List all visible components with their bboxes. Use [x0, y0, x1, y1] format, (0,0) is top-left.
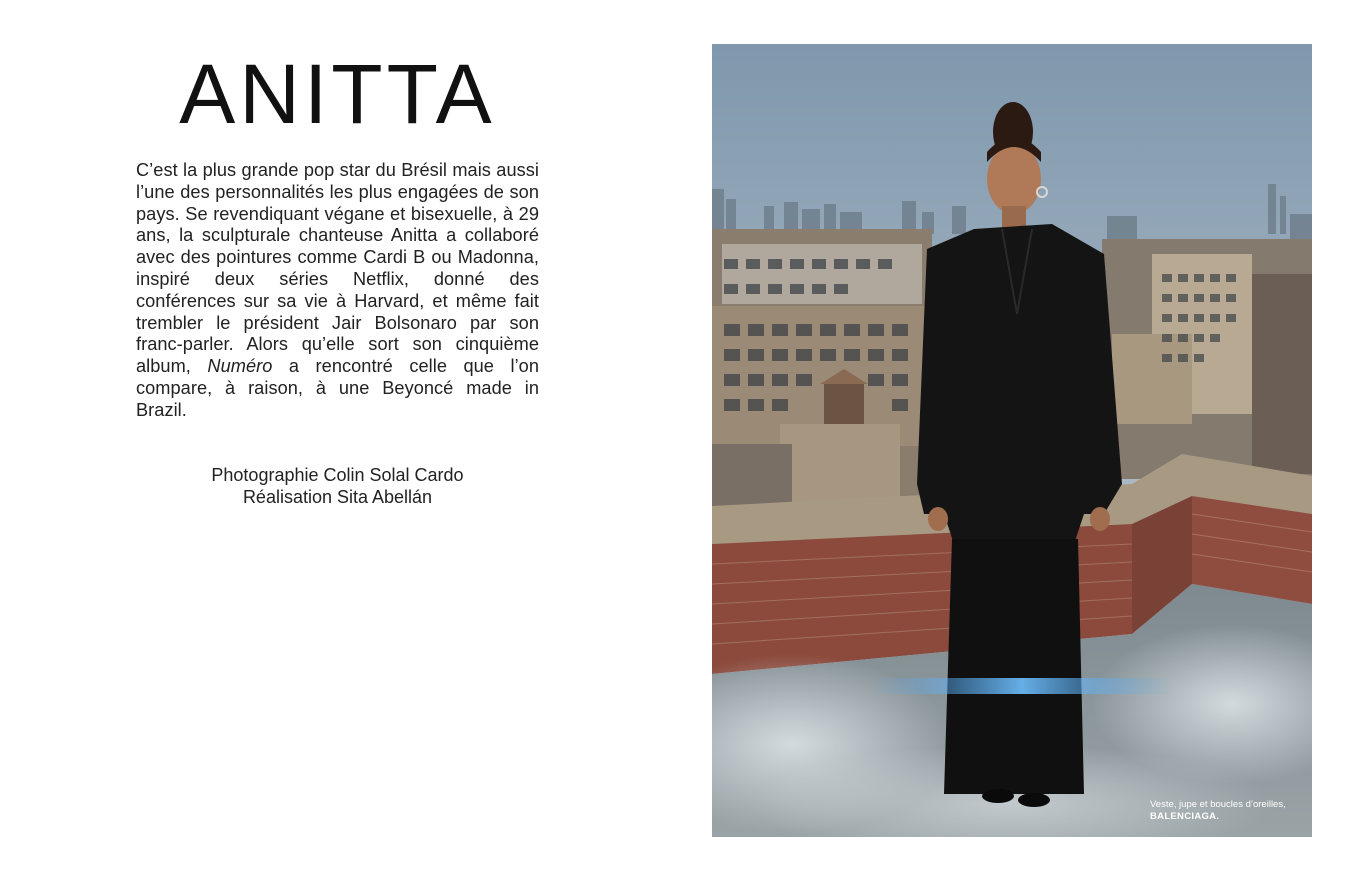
article-title: ANITTA	[179, 47, 496, 141]
article-intro	[136, 160, 539, 422]
intro-text-part2: a rencontré celle que l’on compare, à raison, à une Beyoncé made in Brazil.	[136, 356, 539, 420]
rooftop-scene-illustration	[712, 44, 1312, 837]
article-credits	[136, 464, 539, 508]
caption-brand: BALENCIAGA.	[1150, 811, 1220, 822]
caption-line: Veste, jupe et boucles d’oreilles,	[1150, 799, 1286, 810]
photo-credit: Photographie Colin Solal Cardo	[211, 465, 464, 485]
portrait-photo	[712, 44, 1312, 837]
intro-magazine-name: Numéro	[207, 356, 273, 377]
intro-text-part1: C’est la plus grande pop star du Brésil mais aussi l’une des personnalités les plus engagées de son pays. Se revendiquant végane et bisexuelle, à 29 ans, la sculpturale chanteuse Anitta a collaboré avec des pointures comme Cardi B ou Madonna, inspiré deux séries Netflix, donné des conférences sur sa vie à Harvard, et même fait trembler le président Jair Bolsonaro par son franc-parler. Alors qu’elle sort son cinquième album,	[136, 160, 539, 377]
photo-caption	[1150, 799, 1310, 823]
styling-credit: Réalisation Sita Abellán	[242, 487, 433, 507]
